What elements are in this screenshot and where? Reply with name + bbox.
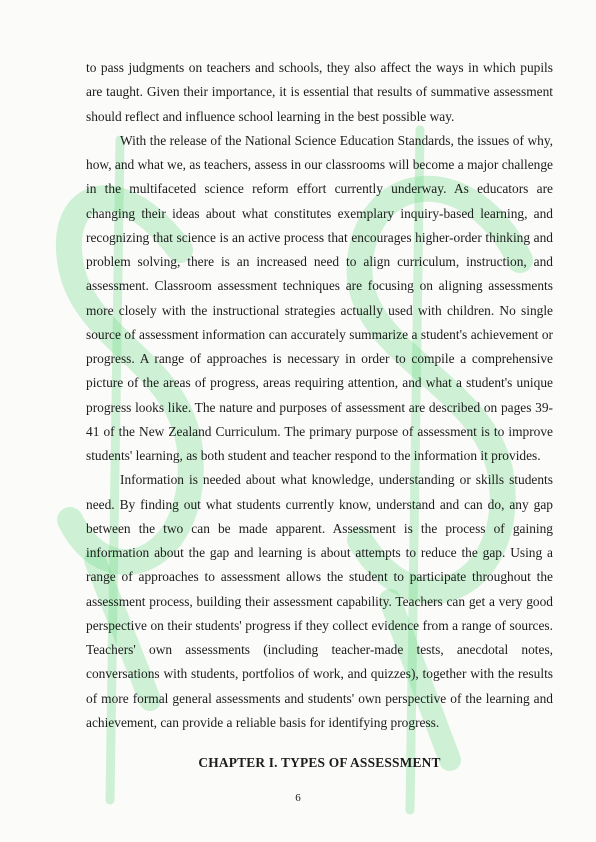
page-number: 6 xyxy=(295,792,301,804)
chapter-heading: CHAPTER I. TYPES OF ASSESSMENT xyxy=(198,755,441,770)
body-text xyxy=(86,56,553,735)
paragraph-2: With the release of the National Science Education Standards, the issues of why, how, and what we, as teachers, assess in our classrooms will become a major challenge in the multifaceted science reform effort currently underway. As educators are changing their ideas about what constitutes exemplary inquiry-based learning, and recognizing that science is an active process that encourages higher-order thinking and problem solving, there is an increased need to align curriculum, instruction, and assessment. Classroom assessment techniques are focusing on aligning assessments more closely with the instructional strategies actually used with children. No single source of assessment information can accurately summarize a student's achievement or progress. A range of approaches is necessary in order to compile a comprehensive picture of the areas of progress, areas requiring attention, and what a student's unique progress looks like. The nature and purposes of assessment are described on pages 39-41 of the New Zealand Curriculum. The primary purpose of assessment is to improve students' learning, as both student and teacher respond to the information it provides. xyxy=(86,132,553,463)
paragraph-1: to pass judgments on teachers and schools, they also affect the ways in which pupils are taught. Given their importance, it is essential that results of summative assessment should reflect and influence school learning in the best possible way. xyxy=(86,60,553,124)
paragraph-3: Information is needed about what knowledge, understanding or skills students need. By finding out what students currently know, understand and can do, any gap between the two can be made apparent. Assessment is the process of gaining information about the gap and learning is about attempts to reduce the gap. Using a range of approaches to assessment allows the student to participate throughout the assessment process, building their assessment capability. Teachers can get a very good perspective on their students' progress if they collect evidence from a range of sources. Teachers' own assessments (including teacher-made tests, anecdotal notes, conversations with students, portfolios of work, and quizzes), together with the results of more formal general assessments and students' own perspective of the learning and achievement, can provide a reliable basis for identifying progress. xyxy=(86,472,553,730)
